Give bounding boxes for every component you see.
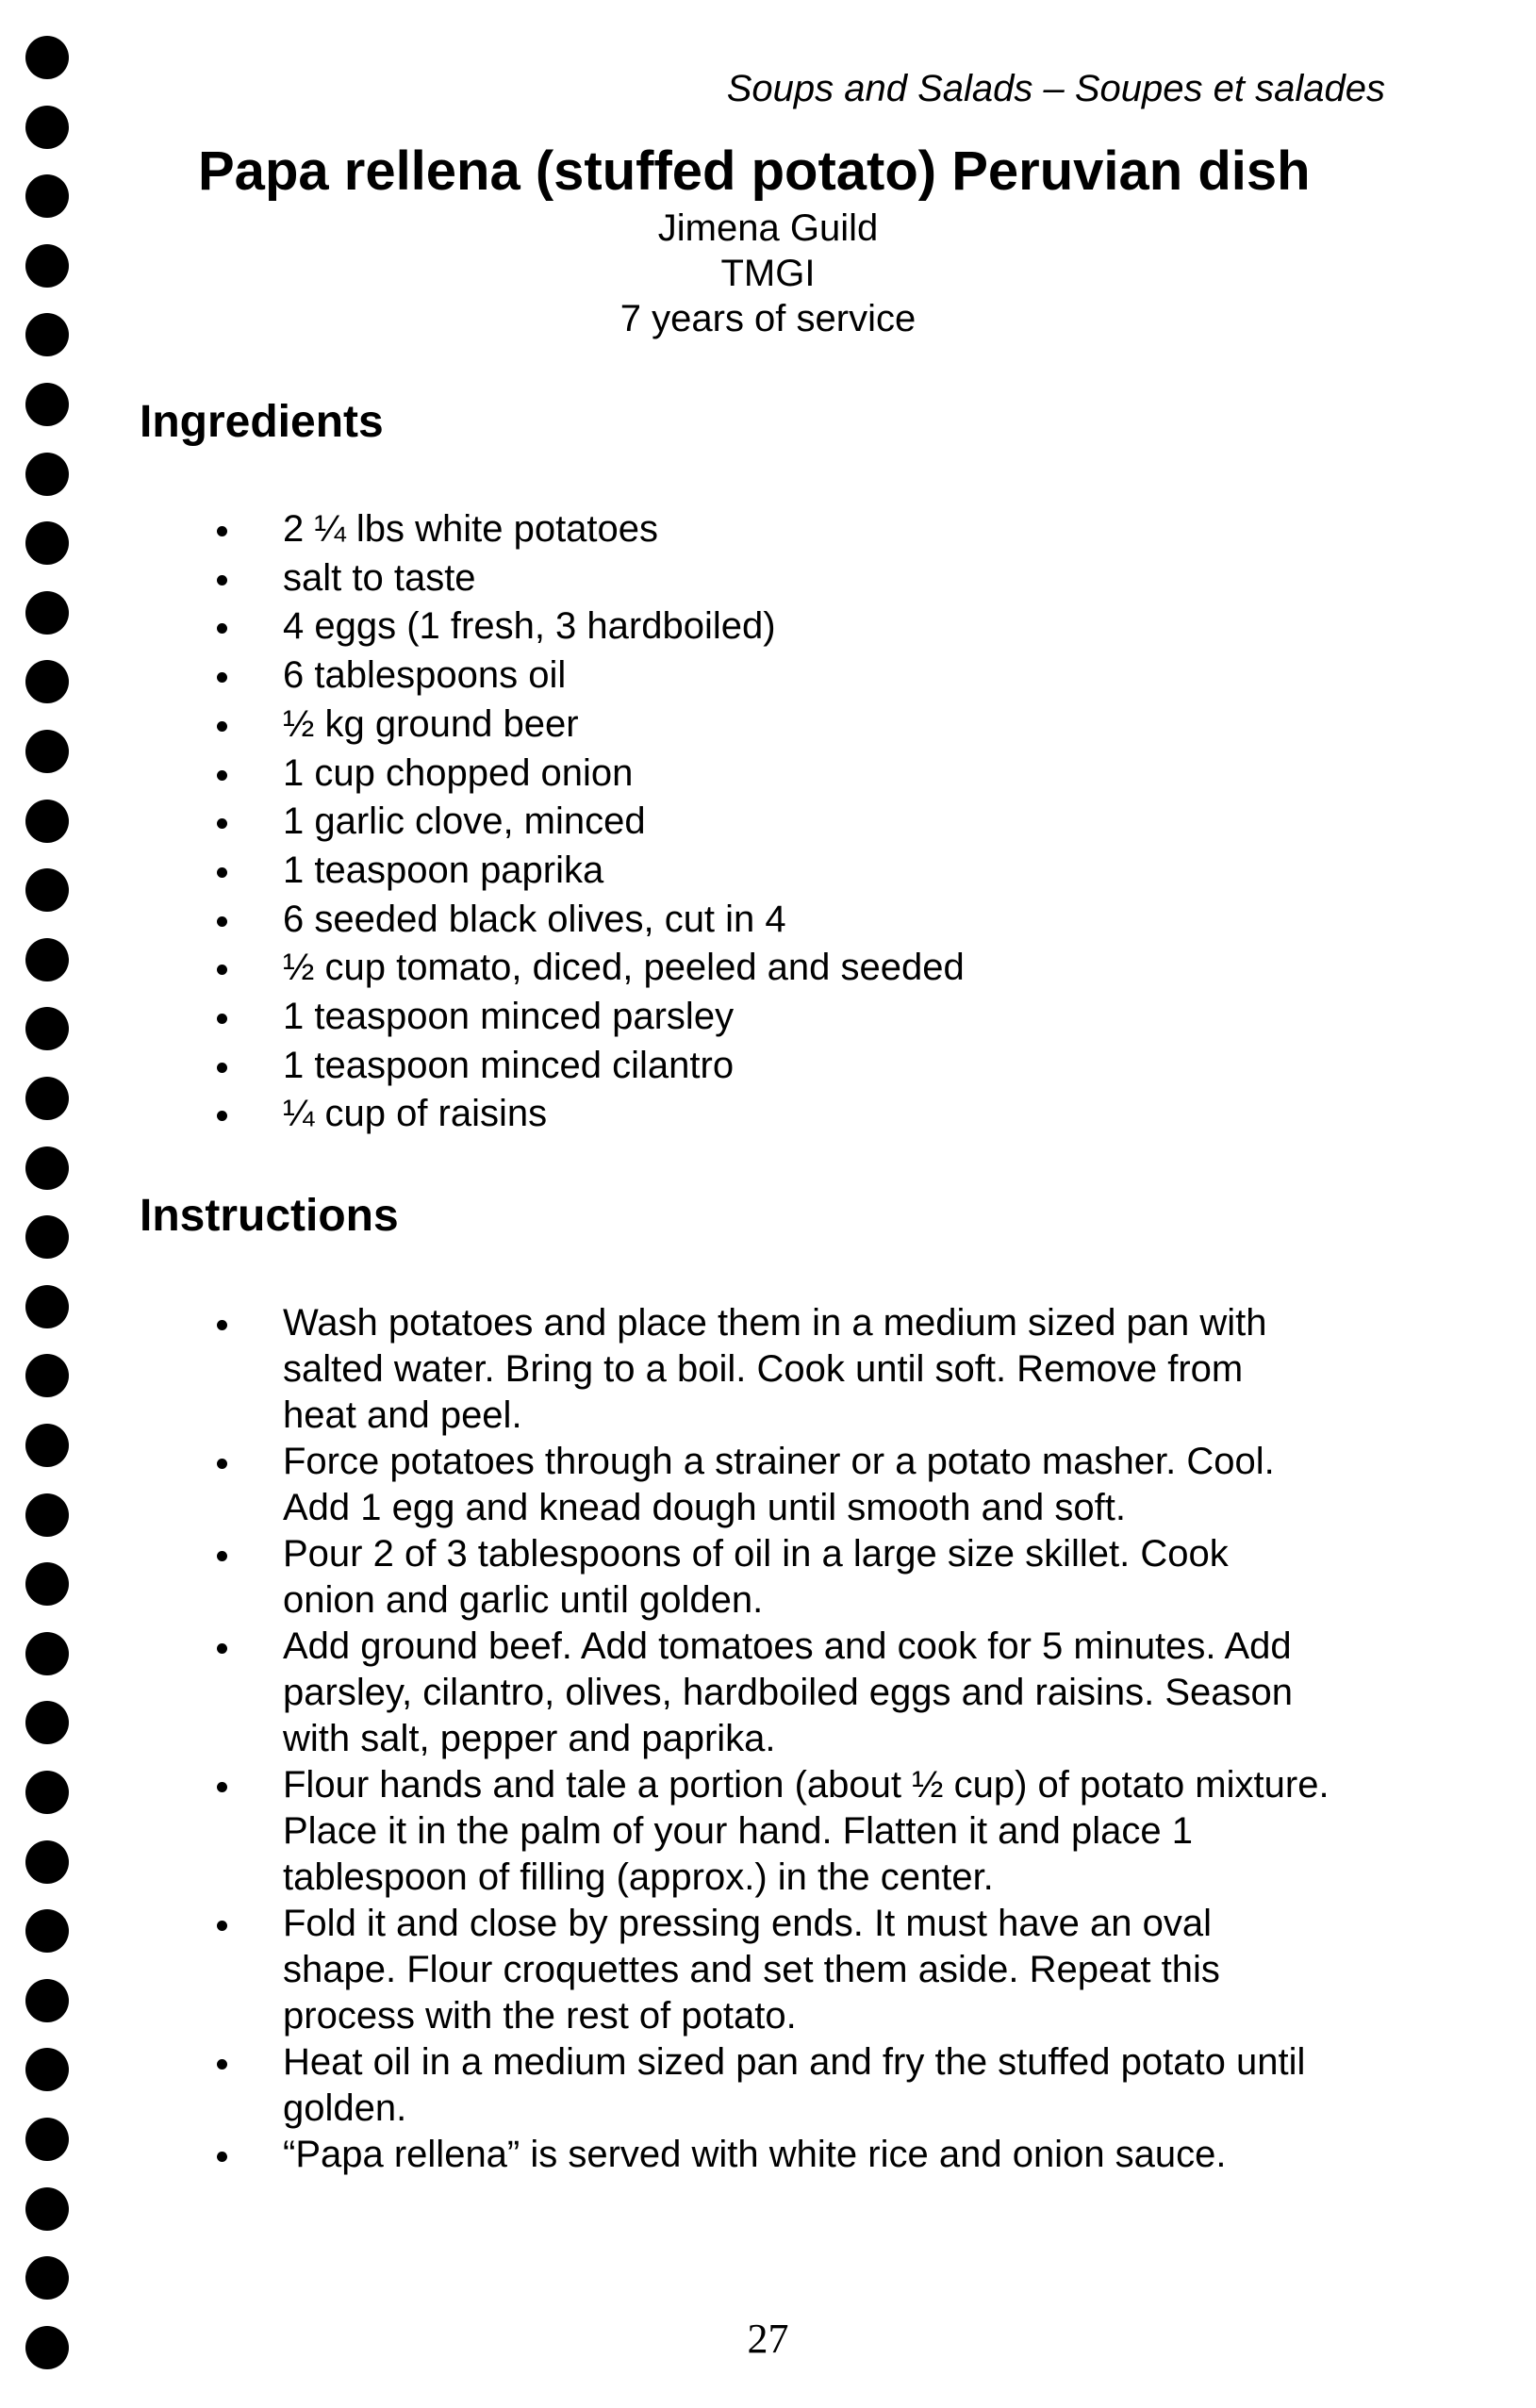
instruction-line: shape. Flour croquettes and set them aside. Repeat this <box>283 1949 1220 1990</box>
instruction-line: salted water. Bring to a boil. Cook until soft. Remove from <box>283 1348 1244 1390</box>
binding-hole <box>25 1562 69 1606</box>
ingredient-item: ½ kg ground beer <box>283 701 1385 750</box>
instruction-line: Pour 2 of 3 tablespoons of oil in a large size skillet. Cook <box>283 1533 1229 1575</box>
binding-hole <box>25 1077 69 1120</box>
instruction-line: Place it in the palm of your hand. Flatten it and place 1 <box>283 1810 1194 1852</box>
section-title: Soups and Salads – Soupes et salades <box>726 68 1385 109</box>
ingredient-item: 2 ¼ lbs white potatoes <box>283 505 1385 554</box>
ingredient-item: ½ cup tomato, diced, peeled and seeded <box>283 944 1385 993</box>
ingredient-item: 1 cup chopped onion <box>283 750 1385 799</box>
years-of-service: 7 years of service <box>619 298 917 339</box>
binding-hole <box>25 36 69 79</box>
instruction-line: heat and peel. <box>283 1394 522 1436</box>
binding-hole <box>25 1007 69 1050</box>
ingredients-heading: Ingredients <box>140 397 384 447</box>
instruction-line: Fold it and close by pressing ends. It must have an oval <box>283 1903 1212 1944</box>
binding-hole <box>25 383 69 426</box>
binding-hole <box>25 591 69 635</box>
binding-hole <box>25 1424 69 1467</box>
binding-hole <box>25 730 69 773</box>
instruction-line: Add ground beef. Add tomatoes and cook for 5 minutes. Add <box>283 1625 1292 1667</box>
instruction-step <box>283 2132 1385 2178</box>
ingredient-item: 6 seeded black olives, cut in 4 <box>283 896 1385 945</box>
instructions-list <box>283 1300 1385 2178</box>
instruction-line: Heat oil in a medium sized pan and fry the stuffed potato until <box>283 2041 1306 2083</box>
binding-hole <box>25 2048 69 2091</box>
binding-hole <box>25 1285 69 1328</box>
binding-hole <box>25 1146 69 1190</box>
instruction-step <box>283 1300 1385 1439</box>
instruction-line: tablespoon of filling (approx.) in the center. <box>283 1856 994 1898</box>
ingredient-item: 1 teaspoon minced parsley <box>283 993 1385 1042</box>
instruction-line: golden. <box>283 2087 407 2129</box>
binding-hole <box>25 938 69 981</box>
binding-hole <box>25 2118 69 2161</box>
instruction-step <box>283 1624 1385 1762</box>
ingredient-item: salt to taste <box>283 554 1385 603</box>
binding-hole <box>25 521 69 565</box>
ingredient-item: 1 teaspoon minced cilantro <box>283 1042 1385 1091</box>
binding-hole <box>25 1840 69 1884</box>
ingredient-item: 1 garlic clove, minced <box>283 798 1385 847</box>
binding-hole <box>25 660 69 703</box>
binding-hole <box>25 2256 69 2300</box>
ingredient-item: ¼ cup of raisins <box>283 1090 1385 1139</box>
instruction-line: Flour hands and tale a portion (about ½ cup) of potato mixture. <box>283 1764 1330 1806</box>
binding-hole <box>25 1701 69 1744</box>
binding-hole <box>25 868 69 912</box>
binding-hole <box>25 1493 69 1537</box>
binding-hole <box>25 453 69 496</box>
recipe-title: Papa rellena (stuffed potato) Peruvian dish <box>198 140 1311 202</box>
ingredient-item: 1 teaspoon paprika <box>283 847 1385 896</box>
ingredient-item: 4 eggs (1 fresh, 3 hardboiled) <box>283 602 1385 651</box>
spiral-binding-holes <box>0 0 94 2408</box>
instruction-step <box>283 1762 1385 1901</box>
ingredients-list <box>283 505 1385 1139</box>
instructions-heading: Instructions <box>140 1191 399 1241</box>
instruction-step <box>283 1531 1385 1624</box>
binding-hole <box>25 1771 69 1814</box>
instruction-line: Force potatoes through a strainer or a potato masher. Cool. <box>283 1441 1275 1482</box>
binding-hole <box>25 800 69 843</box>
binding-hole <box>25 2187 69 2231</box>
binding-hole <box>25 1215 69 1259</box>
author-department: TMGI <box>720 253 816 294</box>
page-number: 27 <box>747 2316 789 2362</box>
instruction-line: parsley, cilantro, olives, hardboiled eggs and raisins. Season <box>283 1672 1293 1713</box>
instruction-line: with salt, pepper and paprika. <box>283 1718 776 1759</box>
instruction-line: Add 1 egg and knead dough until smooth and soft. <box>283 1487 1127 1528</box>
binding-hole <box>25 1909 69 1953</box>
instruction-line: Wash potatoes and place them in a medium sized pan with <box>283 1302 1267 1344</box>
instruction-step <box>283 2039 1385 2132</box>
binding-hole <box>25 1354 69 1397</box>
author-name: Jimena Guild <box>657 207 879 249</box>
binding-hole <box>25 106 69 149</box>
binding-hole <box>25 1979 69 2022</box>
instruction-step <box>283 1901 1385 2039</box>
instruction-line: “Papa rellena” is served with white rice and onion sauce. <box>283 2134 1227 2175</box>
instruction-line: onion and garlic until golden. <box>283 1579 764 1621</box>
instruction-line: process with the rest of potato. <box>283 1995 797 2037</box>
instruction-step <box>283 1439 1385 1531</box>
ingredient-item: 6 tablespoons oil <box>283 651 1385 701</box>
binding-hole <box>25 1632 69 1675</box>
